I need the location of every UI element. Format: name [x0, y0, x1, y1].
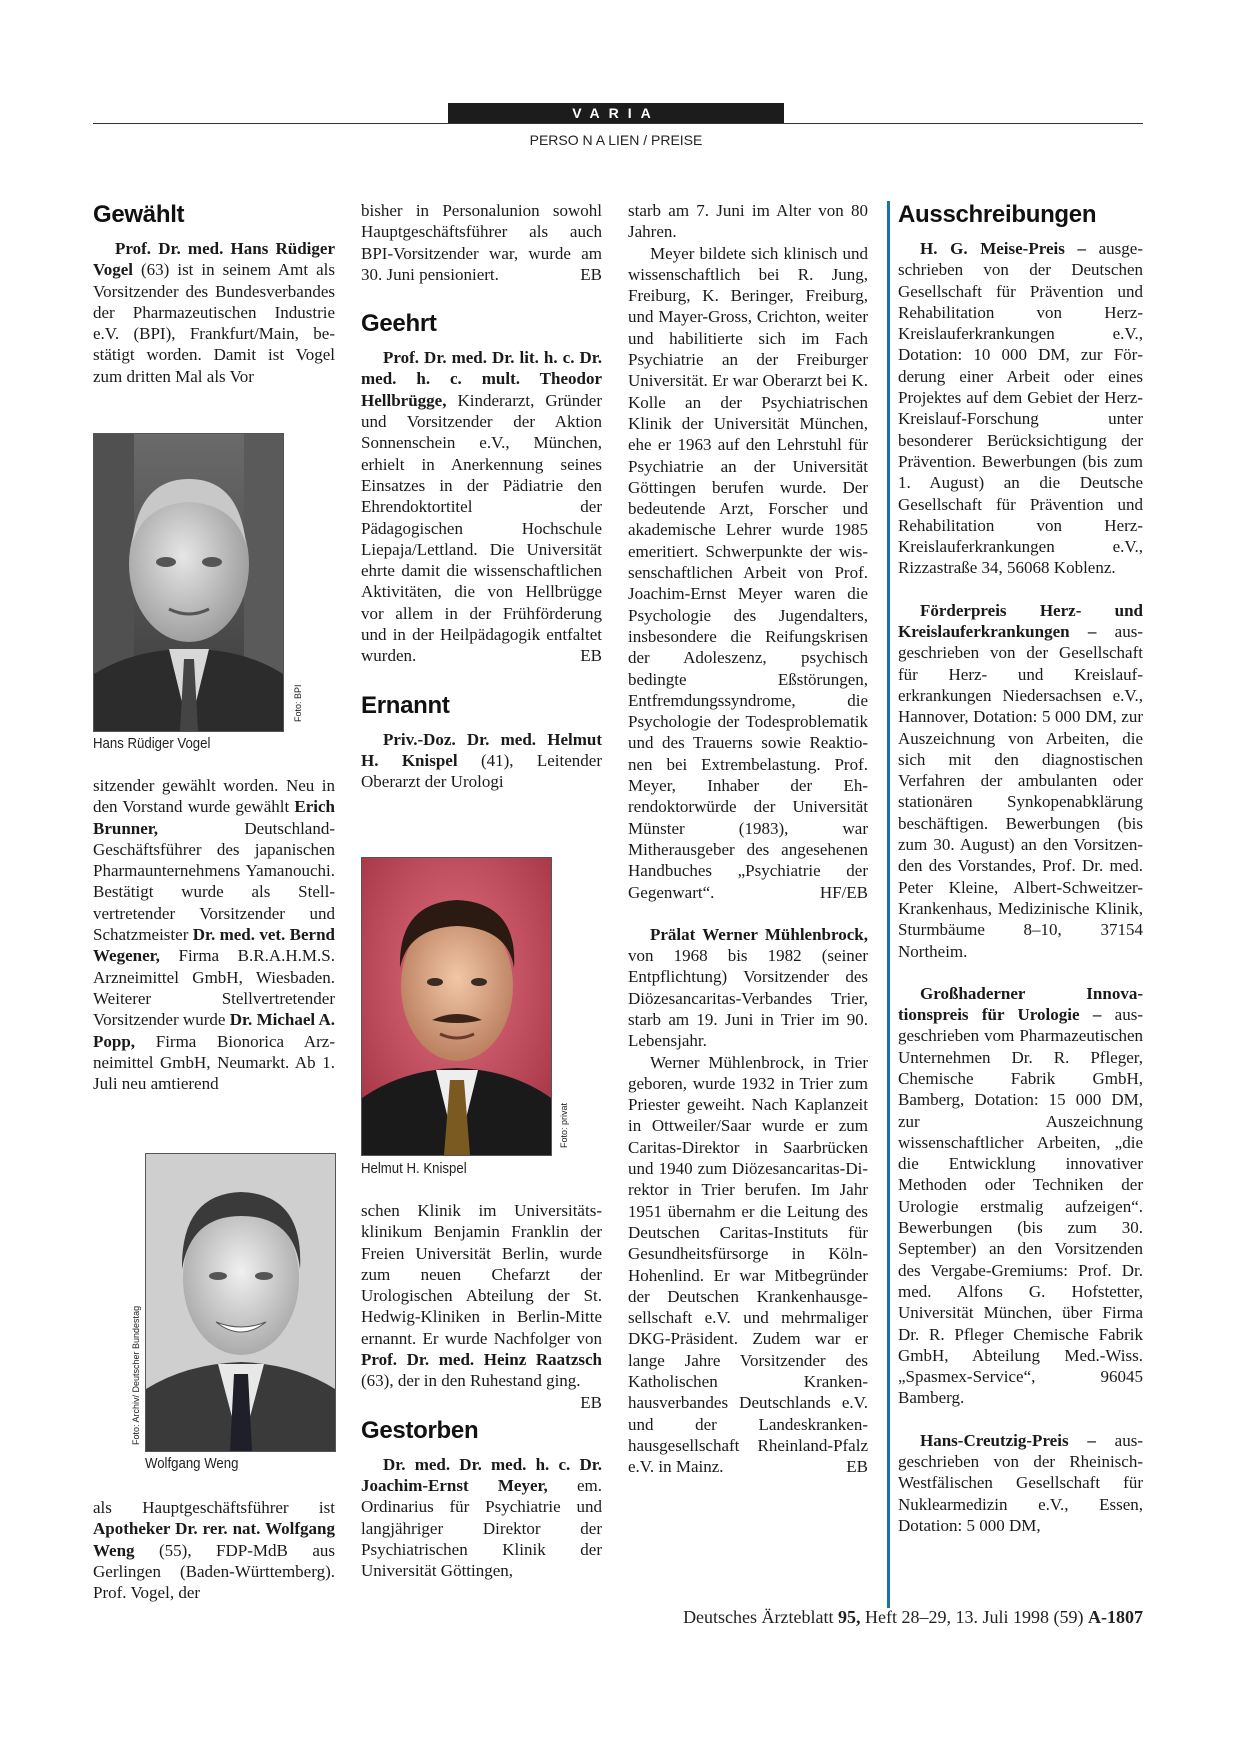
paragraph	[361, 347, 602, 666]
paragraph-text: ausgeschrieben vom Pharmazeutischen Unternehmen Dr. R. Pfleger, Chemische Fabrik GmbH, Bamberg, Dotation: 15 000 DM, zur Auszeichnung wissenschaftlicher Arbeiten, „die die Entwicklung innovativer Methoden oder Techniken der Urologie erstmalig aufzeigen“. Bewerbungen (bis zum 30. September) an den Vorsitzenden des Vergabe-Gremiums: Prof. Dr. med. Alfons G. Hofstetter, Universität München, über Firma Dr. R. Pfleger Chemische Fabrik GmbH, Abteilung Med.-Wiss. „Spasmex-Service“, 96045 Bamberg.	[898, 1005, 1143, 1408]
column-divider	[887, 201, 890, 1608]
portrait-image	[362, 858, 551, 1155]
paragraph	[628, 924, 868, 1052]
volume-number: 95,	[838, 1607, 861, 1627]
paragraph	[93, 775, 335, 1094]
paragraph	[898, 1430, 1143, 1536]
section-subtitle: PERSO N A LIEN / PREISE	[529, 132, 703, 148]
paragraph	[898, 983, 1143, 1409]
award-name: Großhaderner Innovationspreis für Urologie –	[898, 983, 1143, 1025]
author-initials: EB	[580, 1392, 602, 1412]
person-name: Prof. Dr. med. Heinz Raatzsch	[361, 1350, 602, 1370]
person-name: Dr. Michael A. Popp,	[93, 1010, 336, 1051]
paragraph-text: bisher in Personalunion sowohl Hauptgeschäftsführer als auch BPI-Vorsitzender war, wurde am 30. Juni pensioniert.	[361, 201, 602, 284]
heading-ernannt: Ernannt	[361, 691, 450, 719]
heading-gewaehlt: Gewählt	[93, 201, 185, 228]
column-3	[628, 200, 868, 1478]
column-4	[898, 200, 1143, 1536]
paragraph	[361, 200, 602, 285]
paragraph	[361, 729, 602, 793]
paragraph-text: als Hauptgeschäftsführer ist	[93, 1498, 335, 1517]
person-name: Apotheker Dr. rer. nat. Wolfgang Weng	[93, 1519, 335, 1560]
page-footer	[683, 1607, 1143, 1628]
paragraph	[898, 600, 1143, 962]
portrait-image	[94, 434, 283, 731]
photo-helmut-knispel	[361, 857, 552, 1156]
paragraph-text: ausgeschrieben von der Deutschen Gesellschaft für Prävention und Rehabilitation von Herz-Kreislauferkrankungen e.V., Dotation: 10 000 DM, zur Förderung einer Arbeit oder eines Projektes auf dem Gebiet der Herz-Kreislauf-Forschung unter besonderer Berücksichtigung der Prävention. Bewerbungen (bis zum 1. August) an die Deutsche Gesellschaft für Prävention und Rehabilitation von Herz-Kreislauferkrankungen e.V., Rizzastraße 34, 56068 Koblenz.	[898, 239, 1143, 578]
paragraph	[93, 1497, 335, 1603]
section-banner: VARIA	[448, 103, 784, 123]
paragraph-text: (41), Leitender Oberarzt der Urologi	[361, 750, 602, 792]
paragraph-text: sitzender gewählt worden. Neu in den Vorstand wurde gewählt	[93, 776, 335, 817]
paragraph	[361, 1200, 602, 1412]
paragraph-text: von 1968 bis 1982 (seiner Entpflichtung) Vorsitzender des Diözesancaritas-Verbandes Trier, starb am 19. Juni in Trier im 90. Lebensjahr.	[628, 946, 868, 1051]
award-name: Förderpreis Herz- und Kreislauferkrankungen –	[898, 600, 1143, 642]
paragraph-text: ausgeschrieben von der Rheinisch-Westfälischen Gesellschaft für Nuklearmedizin e.V., Essen, Dotation: 5 000 DM,	[898, 1430, 1143, 1535]
photo-credit: Foto: BPI	[293, 684, 303, 722]
photo-caption: Wolfgang Weng	[145, 1455, 239, 1472]
heading-geehrt: Geehrt	[361, 310, 437, 338]
paragraph	[93, 238, 335, 387]
author-initials: EB	[846, 1457, 868, 1477]
award-name: Hans-Creutzig-Preis –	[920, 1430, 1096, 1450]
paragraph-text: Deutschland-Geschäftsführer des japanischen Pharmaunternehmens Yamanouchi. Bestätigt wurde als Stellvertretender Vorsitzender und Schatzmeister	[93, 818, 335, 945]
paragraph-text: (63) ist in seinem Amt als Vorsitzender des Bundesverbandes der Pharmazeutischen Industrie e.V. (BPI), Frankfurt/Main, bestätigt worden. Damit ist Vogel zum dritten Mal als Vor	[93, 260, 335, 386]
person-name: Prof. Dr. med. Dr. lit. h. c. Dr. med. h. c. mult. Theodor Hellbrügge,	[361, 348, 602, 410]
photo-hans-ruediger-vogel	[93, 433, 284, 732]
photo-caption: Helmut H. Knispel	[361, 1160, 467, 1177]
person-name: Erich Brunner,	[93, 797, 335, 838]
paragraph-text: Kinderarzt, Gründer und Vorsitzender der Aktion Sonnenschein e.V., München, erhielt in Anerkennung seines Einsatzes in der Pädiatrie den Ehrendoktortitel der Pädagogischen Hochschule Liepaja/Lettland. Die Universität ehrte damit die wissenschaftlichen Aktivitäten, die von Hellbrügge vor allem in der Frühförderung und in der Heilpädagogik entfaltet wurden.	[361, 390, 602, 666]
issue-info: Heft 28–29, 13. Juli 1998 (59)	[860, 1607, 1088, 1627]
heading-gestorben: Gestorben	[361, 1416, 479, 1444]
column-2	[361, 200, 602, 793]
person-name: Prof. Dr. med. Hans Rüdiger Vogel	[93, 239, 335, 280]
person-name: Dr. med. vet. Bernd Wegener,	[93, 925, 336, 966]
paragraph-text: Firma B.R.A.H.M.S. Arzneimittel GmbH, Wiesbaden. Weiterer Stellvertretender Vorsitzender wurde	[93, 946, 335, 1030]
paragraph: starb am 7. Juni im Alter von 80 Jahren.	[628, 201, 868, 242]
paragraph	[628, 243, 868, 903]
paragraph	[361, 1454, 602, 1582]
person-name: Dr. med. Dr. med. h. c. Dr. Joachim-Ernst Meyer,	[361, 1454, 602, 1495]
column-1-end	[93, 1497, 335, 1603]
award-name: H. G. Meise-Preis –	[920, 239, 1086, 258]
paragraph-text: (55), FDP-MdB aus Gerlingen (Baden-Württemberg). Prof. Vogel, der	[93, 1540, 335, 1603]
photo-caption: Hans Rüdiger Vogel	[93, 735, 211, 752]
author-initials: EB	[580, 264, 602, 284]
paragraph	[898, 238, 1143, 579]
author-initials: EB	[580, 646, 602, 666]
journal-name: Deutsches Ärzteblatt	[683, 1607, 839, 1627]
person-name: Prälat Werner Mühlenbrock,	[650, 924, 868, 944]
heading-ausschreibungen: Ausschreibungen	[898, 201, 1097, 228]
paragraph-text: Meyer bildete sich klinisch und wissenschaftlich bei R. Jung, Freiburg, K. Beringer, Freiburg, und Mayer-Gross, Crichton, weiter und habilitierte sich im Fach Psychiatrie an der Freiburger Universität. Er war Oberarzt bei K. Kolle an der Psychiatrischen Klinik der Universität München, ehe er 1963 auf den Lehrstuhl für Psychiatrie an der Universität Göttingen berufen wurde. Der bedeutende Arzt, Forscher und akademische Lehrer wurde 1985 emeritiert. Schwerpunkte der wissenschaftlichen Arbeit von Prof. Joachim-Ernst Meyer waren die Psychologie des Jugendalters, insbesondere die Reifungskrisen der Adoleszenz, psychisch bedingte Eßstörungen, Entfremdungssyndrome, die Psychologie der Todesproblematik und des Trauerns sowie Reaktionen bei Extrembelastung. Prof. Meyer, Inhaber der Ehrendoktorwürde der Universität Münster (1983), war Mitherausgeber des angesehenen Handbuches „Psychiatrie der Gegenwart“.	[628, 243, 868, 902]
column-2-continued	[361, 1200, 602, 1581]
paragraph-text: Werner Mühlenbrock, in Trier geboren, wurde 1932 in Trier zum Priester geweiht. Nach Kaplanzeit in Ottweiler/Saar wurde er zum Caritas-Direktor in Saarbrücken und 1940 zum Diözesancaritas-Direktor in Trier berufen. Im Jahr 1951 übernahm er die Leitung des Deutschen Caritas-Instituts für Gesundheitsfürsorge in Köln-Hohenlind. Er war Mitbegründer der Deutschen Krankenhausgesellschaft e.V. und mehrmaliger DKG-Präsident. Zudem war er lange Jahre Vorsitzender des Katholischen Krankenhausverbandes Deutschlands e.V. und der Landeskrankenhausgesellschaft Rheinland-Pfalz e.V. in Mainz.	[628, 1052, 868, 1477]
column-1	[93, 200, 335, 387]
paragraph-text: ausgeschrieben von der Gesellschaft für Herz- und Kreislauferkrankungen Niedersachsen e.V., Hannover, Dotation: 5 000 DM, zur Auszeichnung von Arbeiten, die sich mit den diagnostischen Verfahren der ambulanten oder stationären Synkopenabklärung beschäftigen. Bewerbungen (bis zum 30. August) an den Vorsitzenden des Vorstandes, Prof. Dr. med. Peter Kleine, Albert-Schweitzer-Krankenhaus, Medizinische Klinik, Sturmbäume 8–10, 37154 Northeim.	[898, 622, 1143, 961]
paragraph-text: schen Klinik im Universitätsklinikum Benjamin Franklin der Freien Universität Berlin, wurde zum neuen Chefarzt der Urologischen Abteilung der St. Hedwig-Kliniken in Berlin-Mitte ernannt. Er wurde Nachfolger von	[361, 1201, 602, 1348]
paragraph	[628, 1052, 868, 1478]
author-initials: HF/EB	[819, 882, 868, 902]
photo-credit: Foto: Archiv/ Deutscher Bundestag	[131, 1305, 141, 1445]
header-rule	[93, 123, 1143, 124]
paragraph-text: em. Ordinarius für Psychiatrie und langjähriger Direktor der Psychiatrischen Klinik der Universität Göttingen,	[361, 1475, 602, 1581]
page-number: A-1807	[1088, 1607, 1143, 1627]
paragraph-text: Firma Bionorica Arzneimittel GmbH, Neumarkt. Ab 1. Juli neu amtierend	[93, 1031, 335, 1094]
paragraph-text: (63), der in den Ruhestand ging.	[361, 1371, 581, 1391]
photo-credit: Foto: privat	[559, 1102, 569, 1148]
column-1-continued	[93, 775, 335, 1094]
photo-wolfgang-weng	[145, 1153, 336, 1452]
person-name: Priv.-Doz. Dr. med. Helmut H. Knispel	[361, 729, 602, 770]
portrait-image	[146, 1154, 335, 1451]
